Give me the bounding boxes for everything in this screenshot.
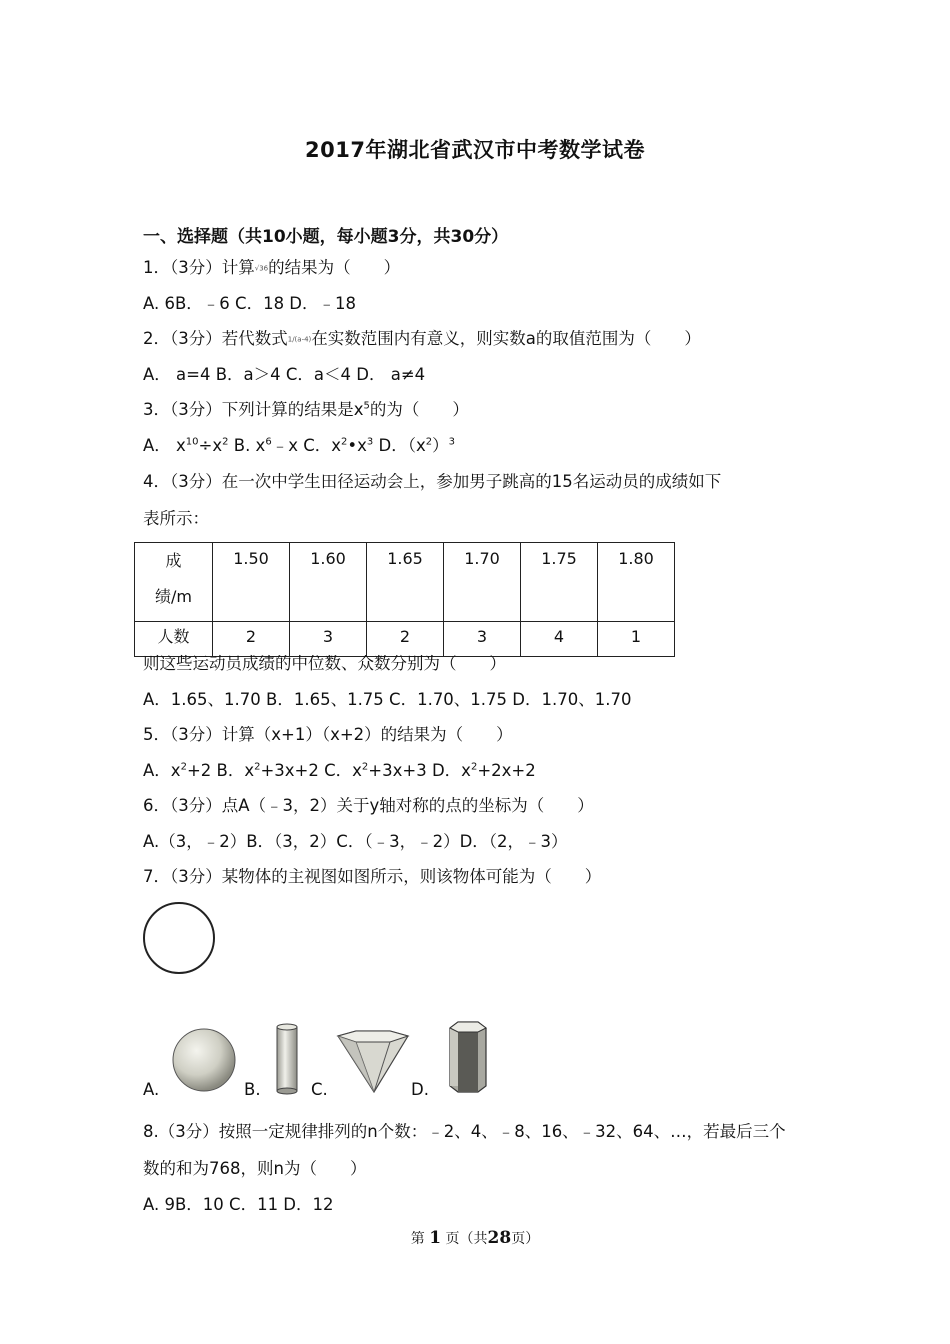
- table-cell: 1.70: [444, 543, 521, 622]
- q3-opt-part: B. x: [228, 436, 266, 455]
- table-cell: 2: [367, 622, 444, 657]
- q7-option-d-label: D.: [411, 1080, 429, 1099]
- q5-opt-sup: 2: [254, 761, 261, 773]
- footer-text: 第: [410, 1231, 425, 1247]
- q2-rest: 在实数范围内有意义，则实数a的取值范围为（ ）: [311, 329, 701, 348]
- q3-text: 3．（3分）下列计算的结果是x: [143, 400, 364, 419]
- table-row: [135, 543, 675, 622]
- q3-opt-part: ﹣x C．x: [271, 436, 341, 455]
- page-number: 1: [429, 1228, 442, 1248]
- q4-options: A．1.65、1.70 B．1.65、1.75 C．1.70、1.75 D．1.70、1.70: [143, 690, 632, 709]
- question-8-line-1: 8.（3分）按照一定规律排列的n个数：﹣2、4、﹣8、16、﹣32、64、…，若最后三个: [143, 1122, 786, 1141]
- q1-options: A. 6B．﹣6 C．18 D．﹣18: [143, 294, 357, 313]
- front-view-circle-figure: [140, 900, 220, 978]
- page-title: 2017年湖北省武汉市中考数学试卷: [305, 138, 645, 162]
- header-label-2: 绩/m: [155, 587, 192, 606]
- question-8-line-2: 数的和为768，则n为（ ）: [143, 1159, 367, 1178]
- table-cell: 1.80: [598, 543, 675, 622]
- inverted-pyramid-figure: [334, 1028, 414, 1096]
- table-cell: 3: [290, 622, 367, 657]
- q3-opt-sup: 6: [265, 436, 272, 448]
- total-pages: 28: [487, 1228, 512, 1248]
- q3-opt-part: ÷x: [198, 436, 223, 455]
- q5-opt-sup: 2: [180, 761, 187, 773]
- footer-text: 页）: [511, 1231, 540, 1247]
- cylinder-figure: [272, 1022, 302, 1097]
- q5-opt-sup: 2: [361, 761, 369, 773]
- q7-option-c-label: C.: [311, 1080, 328, 1099]
- q2-text: 2．（3分）若代数式: [143, 329, 288, 348]
- question-2: [143, 327, 701, 352]
- question-1: [143, 256, 400, 281]
- hexagonal-prism-figure: [444, 1018, 494, 1098]
- question-4-line-2: 表所示：: [143, 509, 209, 528]
- q5-opt-part: +2 B．x: [186, 761, 255, 780]
- q4-after-table: 则这些运动员成绩的中位数、众数分别为（ ）: [143, 654, 506, 673]
- q2-options: A． a=4 B．a＞4 C．a＜4 D． a≠4: [143, 365, 426, 384]
- question-3: [143, 398, 469, 422]
- footer-text: 页（共: [445, 1231, 488, 1247]
- page-footer: [0, 1228, 950, 1248]
- q8-options: A. 9B．10 C．11 D．12: [143, 1195, 334, 1214]
- table-cell: 3: [444, 622, 521, 657]
- q5-opt-part: +3x+3 D．x: [368, 761, 471, 780]
- q2-fraction: 1/(a-4): [287, 335, 312, 344]
- q3-opt-sup: 3: [448, 436, 455, 448]
- q1-text: 1．（3分）计算: [143, 258, 255, 277]
- q6-options: A.（3，﹣2）B．（3，2）C．（﹣3，﹣2）D．（2，﹣3）: [143, 832, 568, 851]
- table-cell: 1.65: [367, 543, 444, 622]
- section-heading: 一、选择题（共10小题，每小题3分，共30分）: [143, 227, 509, 247]
- question-6: 6．（3分）点A（﹣3，2）关于y轴对称的点的坐标为（ ）: [143, 796, 594, 815]
- q5-opt-part: +3x+2 C．x: [260, 761, 362, 780]
- table-header-cell: 人数: [135, 622, 213, 657]
- q5-opt-part: A．x: [143, 761, 181, 780]
- q3-opt-sup: 10: [185, 436, 199, 448]
- q3-opt-sup: 2: [341, 436, 348, 448]
- q1-rest: 的结果为（ ）: [268, 258, 401, 277]
- q5-opt-part: +2x+2: [477, 761, 536, 780]
- q3-opt-part: D．（x: [373, 436, 426, 455]
- question-4-line-1: 4．（3分）在一次中学生田径运动会上，参加男子跳高的15名运动员的成绩如下: [143, 472, 722, 491]
- question-5: 5．（3分）计算（x+1）（x+2）的结果为（ ）: [143, 725, 513, 744]
- question-7: 7．（3分）某物体的主视图如图所示，则该物体可能为（ ）: [143, 867, 602, 886]
- table-cell: 1: [598, 622, 675, 657]
- table-cell: 1.50: [213, 543, 290, 622]
- q3-exponent: 5: [363, 400, 370, 412]
- header-label-1: 成: [165, 551, 182, 570]
- q5-options: [143, 759, 536, 783]
- table-cell: 1.60: [290, 543, 367, 622]
- scores-table: [134, 542, 675, 657]
- table-cell: 4: [521, 622, 598, 657]
- q7-option-a-label: A.: [143, 1080, 160, 1099]
- table-cell: 2: [213, 622, 290, 657]
- q3-opt-part: A． x: [143, 436, 186, 455]
- q3-opt-sup: 2: [425, 436, 433, 448]
- q3-rest: 的为（ ）: [369, 400, 469, 419]
- q3-opt-sup: 2: [222, 436, 229, 448]
- table-header-cell: [135, 543, 213, 622]
- q3-opt-part: ）: [432, 436, 449, 455]
- q3-options: [143, 434, 455, 458]
- q3-opt-sup: 3: [366, 436, 374, 448]
- q1-radical: √36: [254, 264, 269, 273]
- table-cell: 1.75: [521, 543, 598, 622]
- q3-opt-part: •x: [347, 436, 367, 455]
- q5-opt-sup: 2: [470, 761, 478, 773]
- q7-option-b-label: B.: [244, 1080, 261, 1099]
- sphere-figure: [170, 1026, 240, 1096]
